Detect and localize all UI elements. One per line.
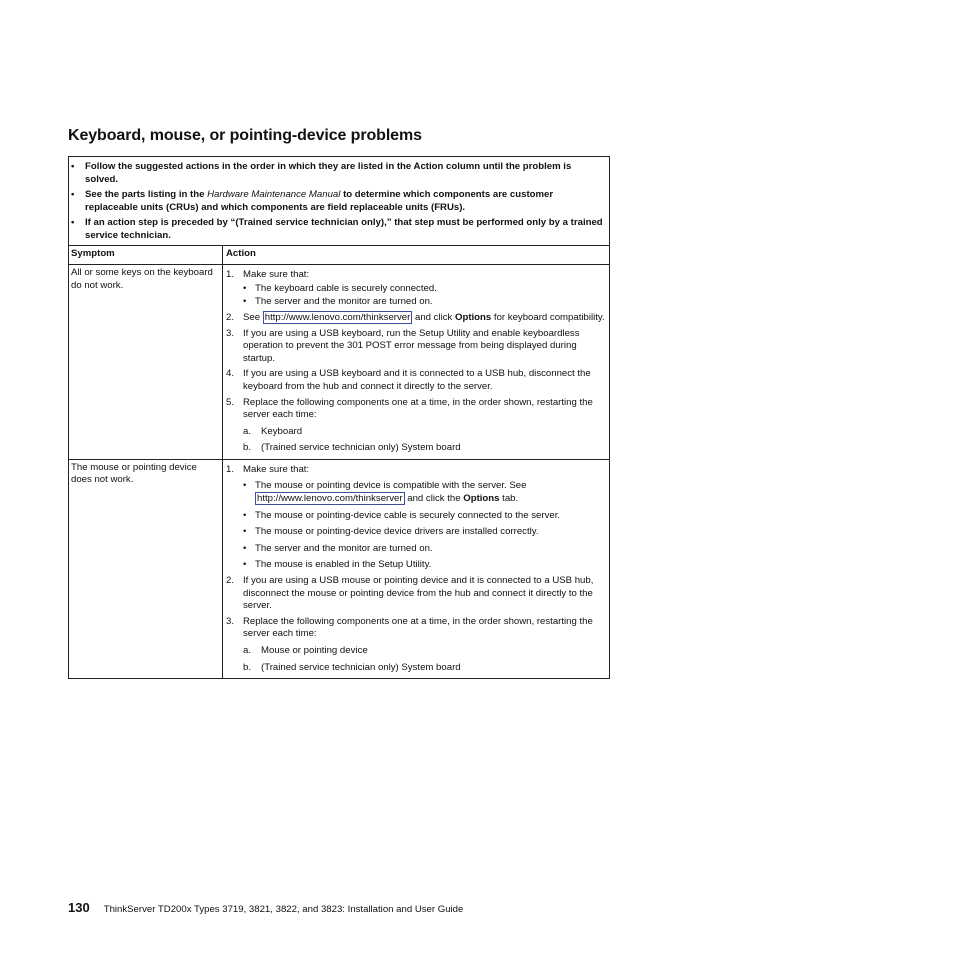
table-row <box>69 265 609 460</box>
note-item <box>71 189 605 214</box>
step-text: If you are using a USB keyboard and it is connected to a USB hub, disconnect the keyboard from the hub and connect it directly to the server. <box>243 368 591 392</box>
step-text: If you are using a USB keyboard, run the Setup Utility and enable keyboardless operation to prevent the 301 POST error message from being displayed during startup. <box>243 327 580 364</box>
step-text: Replace the following components one at a time, in the order shown, restarting the server each time: <box>243 615 593 640</box>
lettered-item: a. Keyboard <box>243 425 303 437</box>
page-number: 130 <box>68 900 90 915</box>
note-text: If an action step is preceded by “(Trained service technician only),” that step must be performed only by a trained service technician. <box>85 217 603 241</box>
action-cell <box>223 460 609 678</box>
sub-bullet: • The mouse or pointing-device cable is securely connected to the server. <box>243 509 561 521</box>
step-text: Make sure that: <box>243 463 310 475</box>
page-footer <box>68 900 463 918</box>
troubleshooting-table <box>68 156 610 679</box>
note-text: See the parts listing in the Hardware Maintenance Manual to determine which components are customer replaceable units (CRUs) and which components are field replaceable units (FRUs). <box>85 189 554 213</box>
action-step: 1. Make sure that: • The keyboard cable is securely connected. • The server and the monitor are turned on. <box>226 269 607 309</box>
sub-bullet: • The mouse or pointing-device device drivers are installed correctly. <box>243 526 539 538</box>
footer-text: ThinkServer TD200x Types 3719, 3821, 3822, and 3823: Installation and User Guide <box>103 904 464 915</box>
sub-bullet: • The keyboard cable is securely connected. <box>243 282 437 294</box>
symptom-cell: The mouse or pointing device does not work. <box>69 460 223 678</box>
lenovo-link[interactable]: http://www.lenovo.com/thinkserver <box>264 311 411 323</box>
sub-bullet: • The server and the monitor are turned on. <box>243 542 433 554</box>
page-title: Keyboard, mouse, or pointing-device problems <box>68 127 422 144</box>
table-header-row <box>69 246 609 266</box>
action-step: 3. If you are using a USB keyboard, run the Setup Utility and enable keyboardless operation to prevent the 301 POST error message from being displayed during startup. <box>226 328 607 366</box>
note-item <box>71 217 605 242</box>
lettered-item: a. Mouse or pointing device <box>243 645 368 656</box>
action-step: 1. Make sure that: • The mouse or pointing device is compatible with the server. See http://www.lenovo.com/thinkserver and click the Options tab. • The mouse or pointing-device cable is securely connected to the server. • The mouse or pointing-device device drivers are installed correctly. • The server and the monitor are turned on. • The mouse is enabled in the Setup Utility. <box>226 464 607 572</box>
action-cell <box>223 265 609 459</box>
action-step: 2. If you are using a USB mouse or pointing device and it is connected to a USB hub, disconnect the mouse or pointing device from the hub and connect it directly to the server. <box>226 575 607 613</box>
action-step: 2. See http://www.lenovo.com/thinkserver and click Options for keyboard compatibility. <box>226 312 607 325</box>
step-text: See http://www.lenovo.com/thinkserver and click Options for keyboard compatibility. <box>243 311 605 323</box>
note-item <box>71 161 605 186</box>
sub-bullet: • The server and the monitor are turned on. <box>243 296 433 308</box>
action-step: 4. If you are using a USB keyboard and it is connected to a USB hub, disconnect the keyboard from the hub and connect it directly to the server. <box>226 368 607 393</box>
bullet: • <box>71 217 75 229</box>
symptom-cell: All or some keys on the keyboard do not work. <box>69 265 223 459</box>
sub-bullet: • The mouse or pointing device is compatible with the server. See http://www.lenovo.com/thinkserver and click the Options tab. <box>243 480 527 505</box>
step-text: If you are using a USB mouse or pointing device and it is connected to a USB hub, disconnect the mouse or pointing device from the hub and connect it directly to the server. <box>243 575 594 612</box>
lettered-item: b. (Trained service technician only) System board <box>243 661 461 673</box>
bullet: • <box>71 161 75 172</box>
table-notes <box>69 157 609 246</box>
column-header-action: Action <box>226 247 256 259</box>
lenovo-link[interactable]: http://www.lenovo.com/thinkserver <box>257 493 403 505</box>
column-header-symptom: Symptom <box>69 246 223 265</box>
action-step: 5. Replace the following components one at a time, in the order shown, restarting the server each time: a. Keyboard b. (Trained service technician only) System board <box>226 397 607 455</box>
step-text: Replace the following components one at a time, in the order shown, restarting the server each time: <box>243 396 593 421</box>
table-row <box>69 460 609 678</box>
bullet: • <box>71 189 75 201</box>
sub-bullet: • The mouse is enabled in the Setup Utility. <box>243 559 432 571</box>
action-step: 3. Replace the following components one at a time, in the order shown, restarting the server each time: a. Mouse or pointing device b. (Trained service technician only) System board <box>226 616 607 674</box>
manual-title: Hardware Maintenance Manual <box>207 189 341 201</box>
step-text: Make sure that: <box>243 269 310 281</box>
lettered-item: b. (Trained service technician only) System board <box>243 442 461 454</box>
note-text: Follow the suggested actions in the order in which they are listed in the Action column until the problem is solved. <box>85 161 572 185</box>
